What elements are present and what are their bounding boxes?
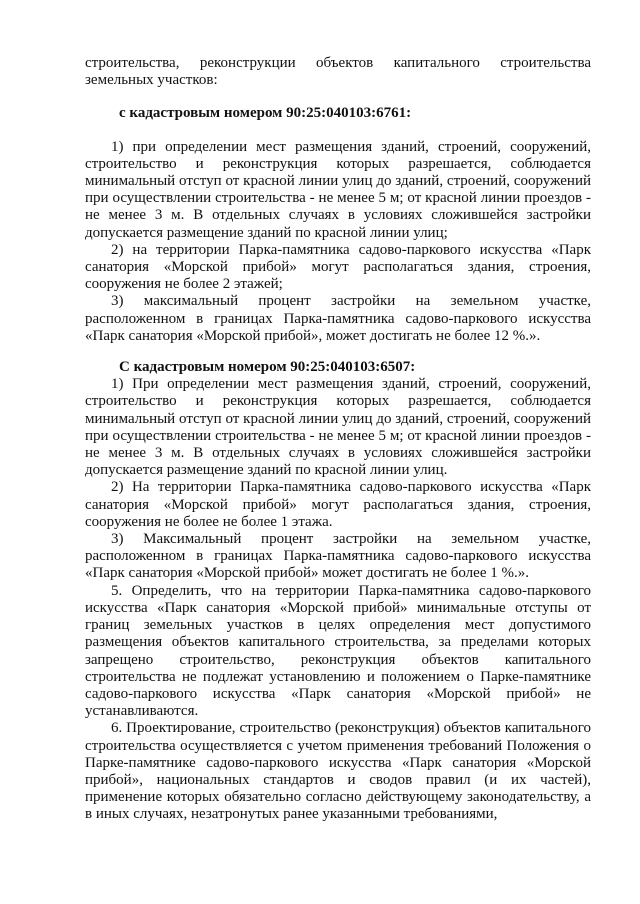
section-heading-6507: С кадастровым номером 90:25:040103:6507:: [119, 359, 416, 376]
section2-item-2: 2) На территории Парка-памятника садово-паркового искусства «Парк санатория «Морской прибой» могут располагаться здания, строения, сооружения не более не более 1 этажа.: [85, 479, 591, 530]
section1-item-2: 2) на территории Парка-памятника садово-паркового искусства «Парк санатория «Морской прибой» могут располагаться здания, строения, сооружения не более 2 этажей;: [85, 241, 591, 293]
paragraph-5: 5. Определить, что на территории Парка-памятника садово-паркового искусства «Парк санатория «Морской прибой» минимальные отступы от границ земельных участков в целях определения мест допустимого размещения объектов капитального строительства, за пределами которых запрещено строительство, реконструкция объектов капитального строительства не подлежат установлению и положением о Парке-памятнике садово-паркового искусства «Парк санатория «Морской прибой» не устанавливаются.: [85, 582, 591, 720]
section2-item-3: 3) Максимальный процент застройки на земельном участке, расположенном в границах Парка-памятника садово-паркового искусства «Парк санатория «Морской прибой» может достигать не более 1 %.».: [85, 531, 591, 582]
section-heading-6761: с кадастровым номером 90:25:040103:6761:: [119, 105, 412, 122]
intro-paragraph: строительства, реконструкции объектов капитального строительства земельных участков:: [85, 55, 591, 89]
section2-item-1: 1) При определении мест размещения зданий, строений, сооружений, строительство и реконструкция которых разрешается, соблюдается минимальный отступ от красной линии улиц до зданий, строений, сооружений при осуществлении строительства - не менее 5 м; от красной линии проездов - не менее 3 м. В отдельных случаях в условиях сложившейся застройки допускается размещение зданий по красной линии улиц.: [85, 376, 591, 479]
section1-item-1: 1) при определении мест размещения зданий, строений, сооружений, строительство и реконструкция которых разрешается, соблюдается минимальный отступ от красной линии улиц до зданий, строений, сооружений при осуществлении строительства - не менее 5 м; от красной линии проездов - не менее 3 м. В отдельных случаях в условиях сложившейся застройки допускается размещение зданий по красной линии улиц;: [85, 138, 591, 241]
paragraph-6: 6. Проектирование, строительство (реконструкция) объектов капитального строительства осуществляется с учетом применения требований Положения о Парке-памятнике садово-паркового искусства «Парк санатория «Морской прибой», национальных стандартов и сводов правил (и их частей), применение которых обязательно согласно действующему законодательству, а в иных случаях, незатронутых ранее указанными требованиями,: [85, 720, 591, 823]
section1-item-3: 3) максимальный процент застройки на земельном участке, расположенном в границах Парка-памятника садово-паркового искусства «Парк санатория «Морской прибой», может достигать не более 12 %.».: [85, 293, 591, 344]
document-page: [85, 55, 591, 824]
